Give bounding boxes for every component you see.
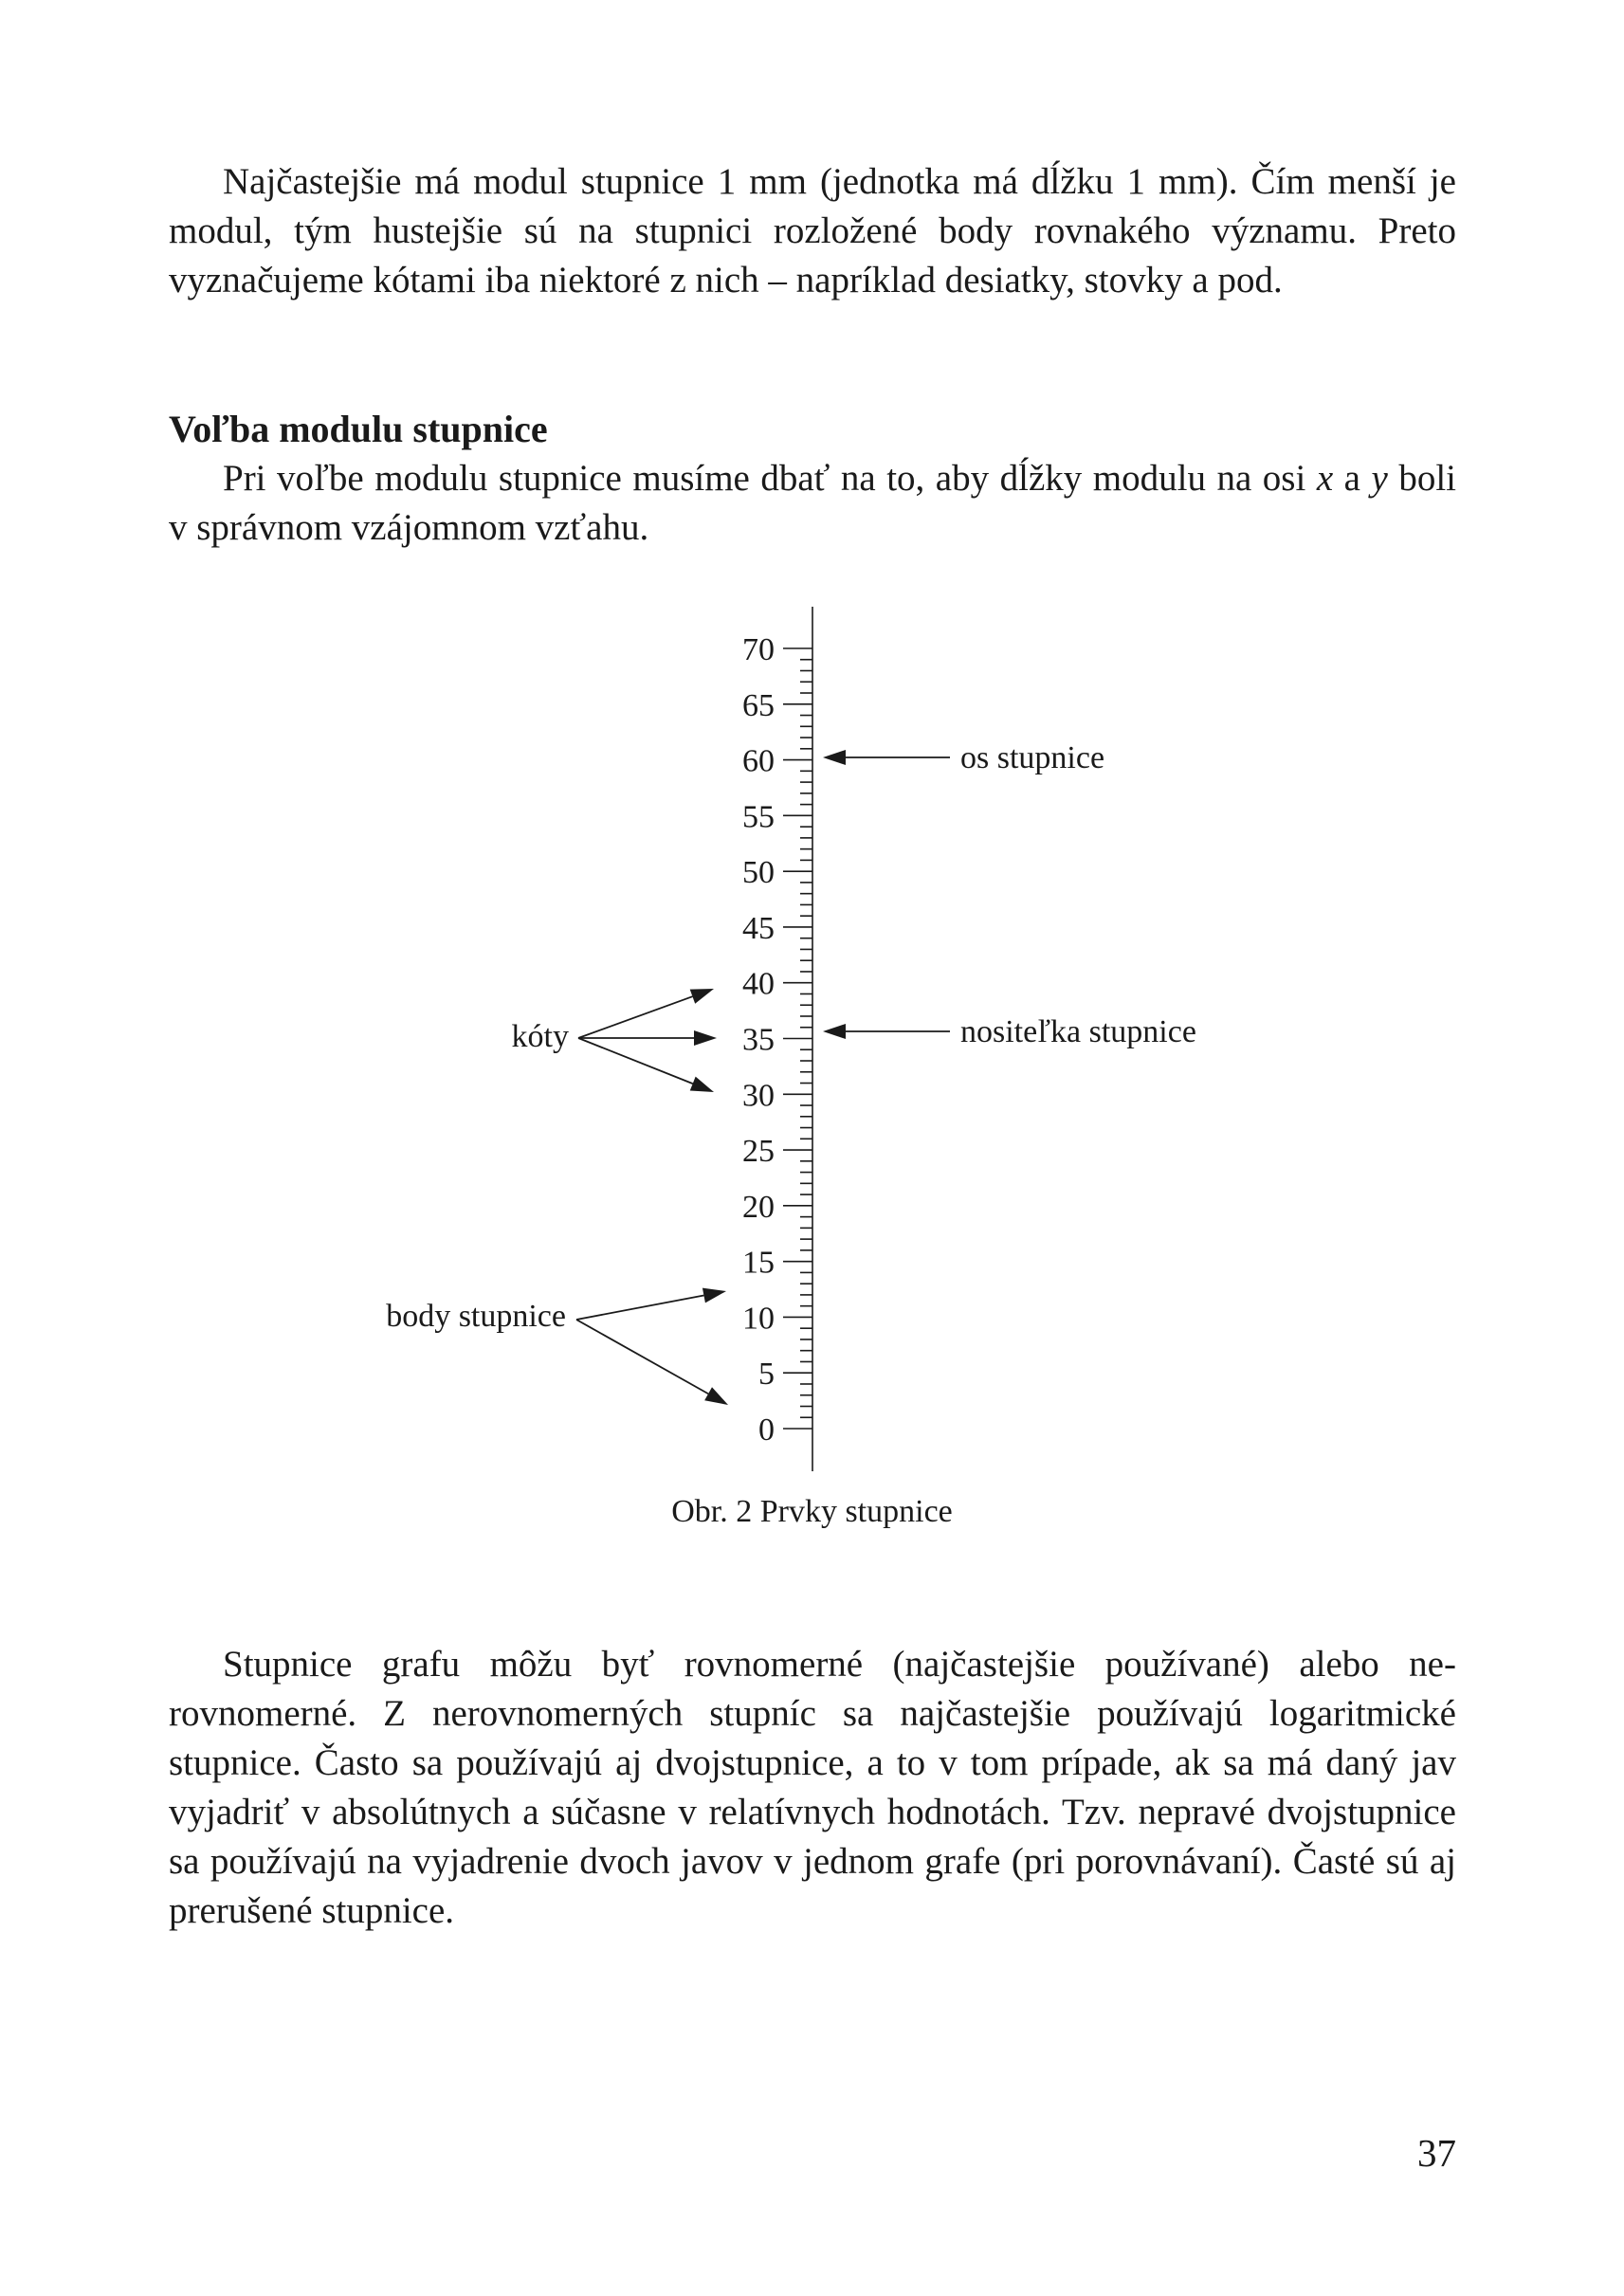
paragraph-volba-text-1: Pri voľbe modulu stupnice musíme dbať na to, aby dĺžky modulu na osi xyxy=(223,458,1317,499)
variable-y: y xyxy=(1371,458,1388,499)
scale-label: 70 xyxy=(742,632,775,667)
scale-label: 65 xyxy=(742,687,775,723)
callout-arrowhead xyxy=(703,1288,726,1303)
scale-labels xyxy=(742,632,775,1448)
callout-arrowhead xyxy=(823,1024,846,1039)
paragraph-stupnice-grafu: Stupnice grafu môžu byť rovnomerné (najčastejšie používané) alebo nerovnomerné. Z nerovnomerných stupníc sa najčastejšie používajú logaritmické stupnice. Často sa používajú aj dvojstupnice, a to v tom prípade, ak sa má daný jav vyjadriť v absolútnych a súčasne v relatívnych hodnotách. Tzv. nepravé dvojstupnice sa používajú na vyjadrenie dvoch javov v jednom grafe (pri porovnávaní). Časté sú aj prerušené stupnice. xyxy=(169,1644,1456,1931)
page-number: 37 xyxy=(1417,2131,1456,2175)
scale-label: 30 xyxy=(742,1078,775,1114)
scale-label: 45 xyxy=(742,910,775,946)
paragraph-volba xyxy=(169,454,1456,553)
scale-label: 50 xyxy=(742,855,775,891)
scale-figure xyxy=(332,607,1280,1488)
callout-arrows xyxy=(576,757,950,1394)
scale-label: 55 xyxy=(742,799,775,835)
callout-nositelka-stupnice: nositeľka stupnice xyxy=(960,1014,1196,1049)
scale-label: 15 xyxy=(742,1245,775,1281)
callout-arrow-line xyxy=(576,1320,708,1394)
scale-label: 40 xyxy=(742,966,775,1002)
scale-label: 60 xyxy=(742,743,775,779)
scale-label: 10 xyxy=(742,1301,775,1337)
callout-arrow-line xyxy=(576,1295,703,1320)
section-heading: Voľba modulu stupnice xyxy=(169,408,548,450)
callout-arrowhead xyxy=(690,989,714,1004)
callout-arrow-line xyxy=(578,996,692,1038)
paragraph-volba-text-3: boli v správnom vzájomnom vzťahu. xyxy=(169,458,1456,548)
callout-body-stupnice: body stupnice xyxy=(386,1299,566,1334)
scale-ticks xyxy=(783,607,812,1471)
variable-x: x xyxy=(1316,458,1334,499)
figure-caption: Obr. 2 Prvky stupnice xyxy=(671,1494,953,1529)
callout-arrowhead xyxy=(694,1030,717,1046)
callout-arrowhead xyxy=(823,750,846,765)
callout-arrow-line xyxy=(578,1038,693,1084)
paragraph-volba-text-2: a xyxy=(1333,458,1372,499)
scale-label: 0 xyxy=(758,1412,775,1448)
callout-arrowhead xyxy=(704,1387,728,1405)
paragraph-modul: Najčastejšie má modul stupnice 1 mm (jednotka má dĺžku 1 mm). Čím menší je modul, tým hustejšie sú na stupnici rozložené body rovnakého významu. Preto vyznačujeme kótami iba niektoré z nich – napríklad desiatky, stovky a pod. xyxy=(169,161,1456,301)
callout-koty: kóty xyxy=(511,1019,569,1054)
scale-label: 20 xyxy=(742,1189,775,1225)
callout-arrowhead xyxy=(690,1077,714,1092)
scale-label: 5 xyxy=(758,1357,775,1393)
scale-label: 35 xyxy=(742,1022,775,1058)
scale-label: 25 xyxy=(742,1134,775,1170)
callout-os-stupnice: os stupnice xyxy=(960,740,1105,775)
